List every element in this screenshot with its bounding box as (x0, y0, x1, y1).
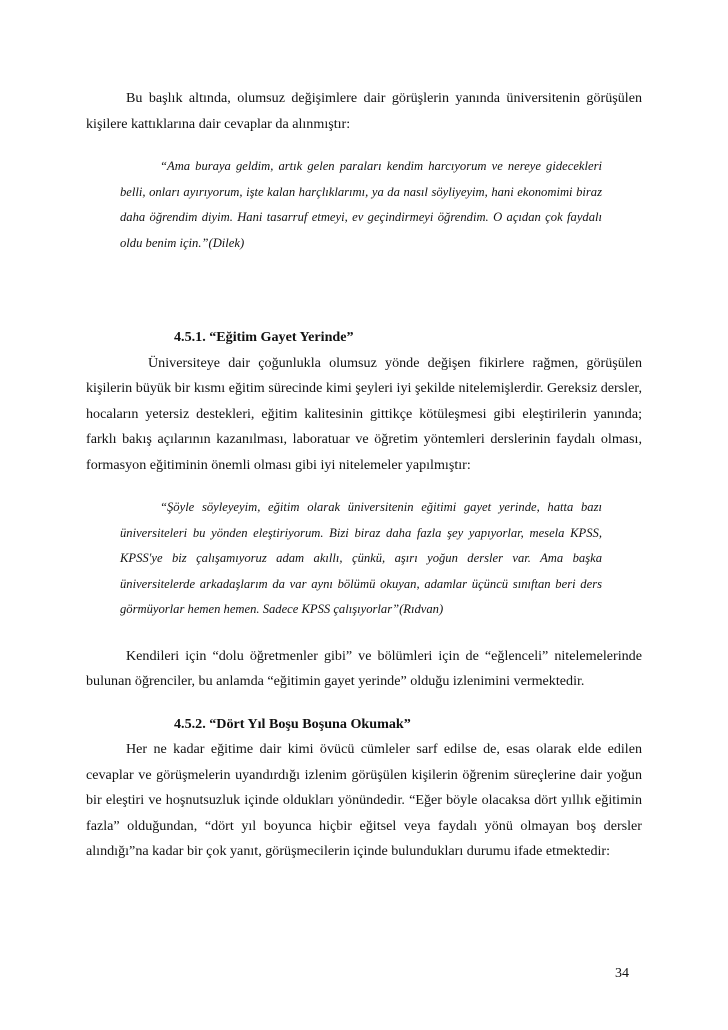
paragraph-students-impression: Kendileri için “dolu öğretmenler gibi” ve bölümleri için de “eğlenceli” nitelemelerinde bulunan öğrenciler, bu anlamda “eğitimin gayet yerinde” olduğu izlenimini vermektedir. (86, 647, 642, 689)
section-heading-4-5-1: 4.5.1. “Eğitim Gayet Yerinde” (174, 329, 354, 345)
section-heading-4-5-2: 4.5.2. “Dört Yıl Boşu Boşuna Okumak” (174, 715, 411, 732)
paragraph-education-positive: Üniversiteye dair çoğunlukla olumsuz yönde değişen fikirlere rağmen, görüşülen kişilerin büyük bir kısmı eğitim sürecinde kimi şeyleri iyi şekilde nitelemişlerdir. Gereksiz dersler, hocaların yetersiz destekleri, eğitim kalitesinin gittikçe kötüleşmesi gibi eleştirilerin yanında; farklı bakış açılarının kazanılması, laboratuar ve öğretim yöntemleri derslerinin faydalı olması, formasyon eğitiminin önemli olması gibi iyi nitelemeler yapılmıştır: (86, 354, 642, 473)
paragraph-criticism: Her ne kadar eğitime dair kimi övücü cümleler sarf edilse de, esas olarak elde edilen cevaplar ve görüşmelerin uyandırdığı izlenim görüşülen kişilerin öğrenim süreçlerine dair yoğun bir eleştiri ve hoşnutsuzluk içinde oldukları yönündedir. “Eğer böyle olacaksa dört yıllık eğitimin fazla” olduğundan, “dört yıl boyunca hiçbir eğitsel veya faydalı yönü olmayan boş dersler alındığı”na kadar bir çok yanıt, görüşmecilerin içinde bulundukları durumu ifade etmektedir: (86, 741, 642, 859)
paragraph-intro: Bu başlık altında, olumsuz değişimlere dair görüşlerin yanında üniversitenin görüşülen kişilere kattıklarına dair cevaplar da alınmıştır: (86, 90, 642, 132)
quote-dilek: “Ama buraya geldim, artık gelen paraları kendim harcıyorum ve nereye gidecekleri belli, onları ayırıyorum, işte kalan harçlıklarımı, ya da nasıl söyliyeyim, hani ekonomimi biraz daha öğrendim diyim. Hani tasarruf etmeyi, ev geçindirmeyi öğrendim. O açıdan çok faydalı oldu benim için.”(Dilek) (120, 159, 602, 250)
quote-ridvan: “Şöyle söyleyeyim, eğitim olarak üniversitenin eğitimi gayet yerinde, hatta bazı üniversiteleri bu yönden eleştiriyorum. Bizi biraz daha fazla şey yapıyorlar, mesela KPSS, KPSS'ye biz çalışamıyoruz adam akıllı, çünkü, aşırı yoğun dersler var. Ama başka üniversitelerde arkadaşlarım da var aynı bölümü okuyan, adamlar üçüncü sınıftan beri ders görmüyorlar hemen hemen. Sadece KPSS çalışıyorlar”(Rıdvan) (120, 500, 602, 616)
document-page (86, 86, 642, 865)
page-number: 34 (615, 966, 629, 981)
